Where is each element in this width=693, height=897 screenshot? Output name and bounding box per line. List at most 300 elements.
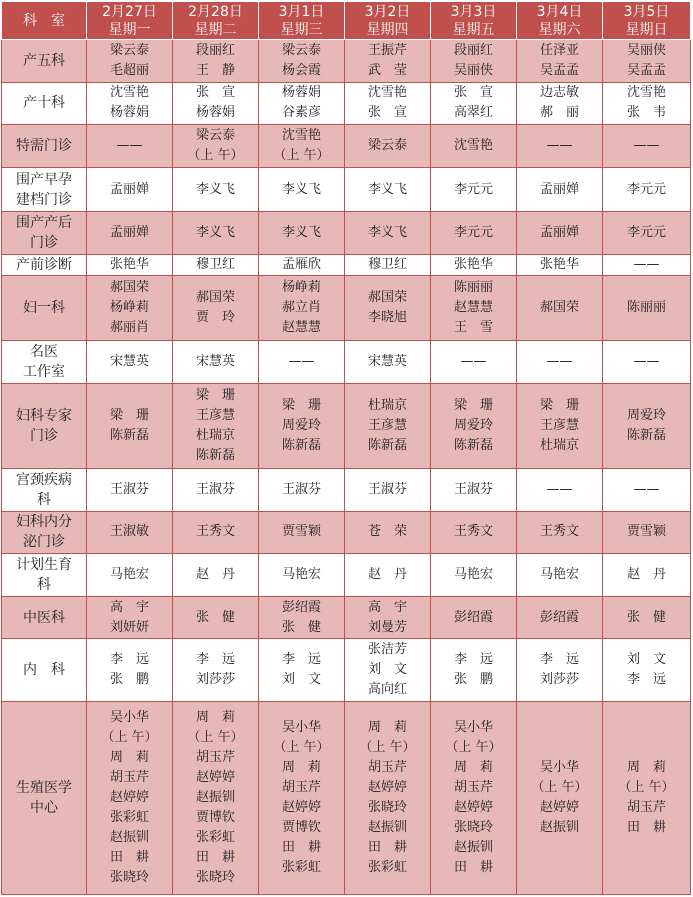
cell-line: 李 远 [195, 652, 235, 668]
cell-line: 李义飞 [367, 181, 407, 197]
cell-line: 沈雪艳 [281, 127, 321, 143]
cell-line: 张洁芳 [367, 642, 407, 658]
duty-cell [517, 125, 603, 168]
cell-line: 赵婷婷 [109, 790, 149, 806]
cell-line: 武 莹 [367, 62, 407, 78]
cell-line: 梁 珊 [281, 397, 321, 413]
cell-line: 孟雁欣 [281, 257, 321, 273]
schedule-row [2, 596, 691, 639]
cell-line: （上 午） [445, 740, 502, 756]
duty-cell [603, 125, 691, 168]
cell-line: 赵 丹 [195, 566, 235, 582]
cell-line: 梁 珊 [109, 407, 149, 423]
duty-cell [173, 40, 259, 83]
duty-cell [87, 255, 173, 276]
cell-line: 孟丽婵 [109, 181, 149, 197]
duty-cell [173, 82, 259, 125]
cell-line: 吴丽侠 [626, 42, 666, 58]
cell-line: 王淑敏 [109, 524, 149, 540]
cell-line: （上 午） [187, 730, 244, 746]
cell-line: 赵婷婷 [453, 800, 493, 816]
duty-cell [431, 596, 517, 639]
day-column-header [345, 2, 431, 40]
cell-line: 张 宣 [367, 105, 407, 121]
schedule-row [2, 702, 691, 895]
cell-line: 田 耕 [367, 840, 407, 856]
cell-line: 王彦慧 [367, 417, 407, 433]
cell-line: 赵婷婷 [195, 770, 235, 786]
cell-line: 李义飞 [195, 225, 235, 241]
duty-cell [345, 276, 431, 341]
cell-line: 名医 [30, 344, 58, 360]
duty-cell [345, 596, 431, 639]
cell-line: 吴小华 [453, 720, 493, 736]
cell-line: 张艳华 [109, 257, 149, 273]
duty-cell [517, 82, 603, 125]
cell-line: 赵婷婷 [539, 800, 579, 816]
duty-cell [259, 40, 345, 83]
cell-line: 张晓玲 [195, 870, 235, 886]
cell-line: 张彩虹 [109, 810, 149, 826]
schedule-row [2, 125, 691, 168]
duty-cell [603, 167, 691, 212]
duty-cell [517, 40, 603, 83]
duty-cell [173, 255, 259, 276]
duty-cell [259, 125, 345, 168]
cell-line: 穆卫红 [367, 257, 407, 273]
cell-line: 生殖医学 [16, 780, 72, 797]
duty-schedule-table [1, 1, 691, 895]
duty-cell [173, 596, 259, 639]
duty-cell [173, 383, 259, 468]
cell-line: 周爱玲 [626, 407, 666, 423]
cell-line: 王 雪 [453, 320, 493, 336]
duty-cell [603, 596, 691, 639]
cell-line: 产十科 [23, 95, 65, 112]
cell-line: 郝丽肖 [109, 320, 149, 336]
schedule-row [2, 40, 691, 83]
duty-cell [603, 40, 691, 83]
cell-line: 吴孟孟 [539, 62, 579, 78]
department-name [2, 40, 87, 83]
cell-line: 赵婷婷 [281, 800, 321, 816]
schedule-row [2, 554, 691, 597]
duty-cell [259, 596, 345, 639]
department-name [2, 341, 87, 384]
cell-line: 贾 玲 [195, 310, 235, 326]
cell-line: 王秀文 [539, 524, 579, 540]
cell-line: 妇科内分 [16, 514, 72, 531]
duty-cell [603, 276, 691, 341]
cell-line: 建档门诊 [16, 191, 72, 208]
cell-line: 马艳宏 [109, 566, 149, 582]
cell-line: 张彩虹 [195, 830, 235, 846]
cell-line: 孟丽婵 [539, 181, 579, 197]
cell-line: 李元元 [626, 181, 666, 197]
duty-cell [517, 212, 603, 255]
cell-line: 李义飞 [195, 181, 235, 197]
duty-cell [259, 341, 345, 384]
duty-cell [345, 212, 431, 255]
duty-cell [345, 125, 431, 168]
cell-line: 刘莎莎 [195, 672, 235, 688]
duty-cell [345, 639, 431, 702]
duty-cell [345, 383, 431, 468]
cell-line: 陈新磊 [367, 437, 407, 453]
cell-line: 杜瑞京 [195, 427, 235, 443]
schedule-row [2, 167, 691, 212]
cell-line: 胡玉芹 [109, 770, 149, 786]
cell-line: 郝国荣 [109, 280, 149, 296]
cell-line: 产前诊断 [16, 257, 72, 274]
duty-cell [517, 639, 603, 702]
department-name [2, 596, 87, 639]
day-column-header [517, 2, 603, 40]
cell-line: 科 [37, 491, 51, 508]
day-weekday: 星期一 [108, 21, 151, 38]
duty-cell [173, 341, 259, 384]
cell-line: 杨会霞 [281, 62, 321, 78]
duty-cell [87, 468, 173, 511]
cell-line: 郝国荣 [195, 290, 235, 306]
cell-line: 工作室 [23, 364, 65, 380]
day-date: 3月3日 [450, 3, 497, 20]
cell-line: 苍 荣 [367, 524, 407, 540]
cell-line: 谷素彦 [281, 105, 321, 121]
cell-line: 张 鹏 [453, 672, 493, 688]
day-weekday: 星期六 [538, 21, 581, 38]
department-name [2, 511, 87, 554]
duty-cell [431, 554, 517, 597]
cell-line: 段丽红 [453, 42, 493, 58]
cell-line: 梁云泰 [281, 42, 321, 58]
duty-cell [87, 125, 173, 168]
day-weekday: 星期五 [452, 21, 495, 38]
cell-line: 梁云泰 [109, 42, 149, 58]
duty-cell [431, 702, 517, 895]
cell-line: 孟丽婵 [109, 225, 149, 241]
cell-line: 张彩虹 [281, 860, 321, 876]
day-date: 3月1日 [278, 3, 325, 20]
cell-line: 刘 文 [626, 652, 666, 668]
duty-cell [173, 639, 259, 702]
cell-line: 田 耕 [281, 840, 321, 856]
cell-line: 科 [37, 576, 51, 593]
cell-line: 梁 珊 [453, 397, 493, 413]
cell-line: 张晓玲 [367, 800, 407, 816]
schedule-row [2, 255, 691, 276]
cell-line: （上 午） [273, 147, 330, 163]
cell-line: 梁云泰 [367, 137, 407, 153]
cell-line: 彭绍霞 [453, 609, 493, 625]
duty-cell [173, 125, 259, 168]
duty-cell [259, 554, 345, 597]
cell-line: 赵振钏 [109, 830, 149, 846]
duty-cell [431, 255, 517, 276]
day-column-header [259, 2, 345, 40]
department-name [2, 82, 87, 125]
schedule-row [2, 468, 691, 511]
cell-line: 刘莎莎 [539, 672, 579, 688]
cell-line: 李义飞 [367, 225, 407, 241]
duty-cell [173, 468, 259, 511]
cell-line: 内 科 [23, 662, 65, 679]
duty-cell [517, 276, 603, 341]
duty-cell [87, 596, 173, 639]
cell-line: 李 远 [539, 652, 579, 668]
day-column-header [431, 2, 517, 40]
cell-line: 王秀文 [453, 524, 493, 540]
cell-line: 边志敏 [539, 85, 579, 101]
cell-line: 赵慧慧 [281, 320, 321, 336]
cell-line: 田 耕 [626, 820, 666, 836]
cell-line: —— [288, 354, 315, 369]
cell-line: —— [546, 137, 573, 153]
duty-cell [345, 40, 431, 83]
cell-line: 陈新磊 [626, 427, 666, 443]
cell-line: 沈雪艳 [109, 85, 149, 101]
cell-line: 宋慧英 [195, 354, 235, 369]
day-column-header [173, 2, 259, 40]
duty-cell [517, 596, 603, 639]
cell-line: 赵 丹 [626, 566, 666, 582]
cell-line: 李 远 [281, 652, 321, 668]
duty-cell [603, 702, 691, 895]
header-row [2, 2, 691, 40]
cell-line: 杨蓉娟 [281, 85, 321, 101]
cell-line: 计划生育 [16, 556, 72, 573]
cell-line: 周 莉 [367, 720, 407, 736]
cell-line: 胡玉芹 [367, 760, 407, 776]
cell-line: 王彦慧 [195, 407, 235, 423]
cell-line: 刘曼芳 [367, 619, 407, 635]
cell-line: 高向红 [367, 682, 407, 698]
cell-line: 沈雪艳 [626, 85, 666, 101]
cell-line: 张艳华 [453, 257, 493, 273]
cell-line: 沈雪艳 [367, 85, 407, 101]
cell-line: 王淑芬 [281, 481, 321, 497]
cell-line: 赵振钏 [453, 840, 493, 856]
duty-cell [87, 511, 173, 554]
duty-cell [431, 276, 517, 341]
cell-line: 门诊 [30, 427, 58, 444]
cell-line: 梁 珊 [195, 387, 235, 403]
cell-line: 赵振钏 [367, 820, 407, 836]
duty-cell [603, 212, 691, 255]
schedule-row [2, 276, 691, 341]
department-name [2, 276, 87, 341]
cell-line: 张彩虹 [367, 860, 407, 876]
cell-line: 梁 珊 [539, 397, 579, 413]
cell-line: 马艳宏 [539, 566, 579, 582]
cell-line: 陈新磊 [109, 427, 149, 443]
cell-line: 胡玉芹 [626, 800, 666, 816]
duty-cell [259, 383, 345, 468]
duty-cell [603, 341, 691, 384]
day-date: 3月5日 [623, 3, 670, 20]
cell-line: 刘 文 [367, 662, 407, 678]
cell-line: 刘 文 [281, 672, 321, 688]
duty-cell [173, 554, 259, 597]
dept-column-header: 科 室 [2, 2, 87, 40]
cell-line: 高 宇 [367, 599, 407, 615]
cell-line: —— [460, 354, 487, 369]
cell-line: 李元元 [626, 225, 666, 241]
cell-line: 田 耕 [453, 860, 493, 876]
cell-line: 周 莉 [453, 760, 493, 776]
cell-line: —— [633, 137, 660, 153]
duty-cell [87, 276, 173, 341]
department-name [2, 212, 87, 255]
duty-cell [173, 702, 259, 895]
duty-cell [603, 468, 691, 511]
cell-line: 毛超丽 [109, 62, 149, 78]
cell-line: 陈丽丽 [626, 300, 666, 316]
cell-line: 张 健 [626, 609, 666, 625]
duty-cell [431, 341, 517, 384]
cell-line: 李元元 [453, 181, 493, 197]
duty-cell [173, 511, 259, 554]
cell-line: 王彦慧 [539, 417, 579, 433]
cell-line: 田 耕 [195, 850, 235, 866]
duty-cell [517, 511, 603, 554]
duty-cell [173, 212, 259, 255]
duty-cell [345, 82, 431, 125]
duty-cell [259, 212, 345, 255]
cell-line: 赵婷婷 [367, 780, 407, 796]
cell-line: 门诊 [30, 235, 58, 252]
duty-cell [517, 255, 603, 276]
schedule-body [2, 40, 691, 895]
cell-line: 宫颈疾病 [16, 471, 72, 488]
duty-cell [87, 341, 173, 384]
duty-cell [603, 639, 691, 702]
cell-line: 胡玉芹 [195, 750, 235, 766]
duty-cell [603, 255, 691, 276]
cell-line: 梁云泰 [195, 127, 235, 143]
cell-line: 李义飞 [281, 181, 321, 197]
cell-line: 张 宣 [195, 85, 235, 101]
cell-line: 宋慧英 [367, 354, 407, 369]
cell-line: 赵 丹 [367, 566, 407, 582]
cell-line: 周 莉 [195, 710, 235, 726]
cell-line: 贾雪颖 [626, 524, 666, 540]
duty-cell [87, 40, 173, 83]
cell-line: 陈丽丽 [453, 280, 493, 296]
duty-cell [345, 255, 431, 276]
cell-line: —— [546, 481, 573, 497]
cell-line: 胡玉芹 [453, 780, 493, 796]
duty-cell [259, 702, 345, 895]
cell-line: 王振芹 [367, 42, 407, 58]
department-name [2, 639, 87, 702]
cell-line: 妇科专家 [16, 407, 72, 424]
cell-line: 贾雪颖 [281, 524, 321, 540]
cell-line: 孟丽婵 [539, 225, 579, 241]
cell-line: 赵振钏 [195, 790, 235, 806]
duty-cell [87, 82, 173, 125]
cell-line: 任泽亚 [539, 42, 579, 58]
day-column-header [603, 2, 691, 40]
cell-line: 宋慧英 [109, 354, 149, 369]
day-weekday: 星期二 [194, 21, 237, 38]
cell-line: 李 远 [453, 652, 493, 668]
duty-cell [345, 341, 431, 384]
cell-line: 张晓玲 [453, 820, 493, 836]
duty-cell [173, 276, 259, 341]
schedule-row [2, 212, 691, 255]
cell-line: 张 鹏 [109, 672, 149, 688]
cell-line: 周 莉 [626, 760, 666, 776]
duty-cell [431, 383, 517, 468]
duty-cell [259, 639, 345, 702]
cell-line: 吴小华 [109, 710, 149, 726]
cell-line: —— [633, 257, 660, 273]
cell-line: 周 莉 [109, 750, 149, 766]
duty-cell [431, 82, 517, 125]
cell-line: 李义飞 [281, 225, 321, 241]
cell-line: 杨峥莉 [109, 300, 149, 316]
duty-cell [259, 167, 345, 212]
cell-line: 吴丽侠 [453, 62, 493, 78]
cell-line: 产五科 [23, 52, 65, 69]
cell-line: 李 远 [109, 652, 149, 668]
duty-cell [173, 167, 259, 212]
duty-cell [259, 255, 345, 276]
cell-line: 王 静 [195, 62, 235, 78]
cell-line: 刘妍妍 [109, 619, 149, 635]
day-date: 2月28日 [188, 3, 243, 20]
cell-line: 郝 丽 [539, 105, 579, 121]
cell-line: 吴小华 [281, 720, 321, 736]
cell-line: 张 健 [281, 619, 321, 635]
cell-line: 陈新磊 [453, 437, 493, 453]
day-date: 2月27日 [102, 3, 157, 20]
cell-line: 张 韦 [626, 105, 666, 121]
cell-line: （上 午） [618, 780, 675, 796]
cell-line: 围产早孕 [16, 171, 72, 188]
duty-cell [345, 702, 431, 895]
schedule-row [2, 341, 691, 384]
duty-cell [431, 639, 517, 702]
duty-cell [517, 702, 603, 895]
cell-line: —— [633, 354, 660, 369]
duty-cell [517, 468, 603, 511]
cell-line: （上 午） [531, 780, 588, 796]
duty-cell [259, 468, 345, 511]
cell-line: 赵振钏 [539, 820, 579, 836]
cell-line: 田 耕 [109, 850, 149, 866]
cell-line: （上 午） [187, 147, 244, 163]
cell-line: 彭绍霞 [539, 609, 579, 625]
cell-line: 王淑芬 [453, 481, 493, 497]
department-name [2, 167, 87, 212]
cell-line: 陈新磊 [195, 447, 235, 463]
cell-line: 赵慧慧 [453, 300, 493, 316]
duty-cell [603, 383, 691, 468]
duty-cell [87, 212, 173, 255]
cell-line: 杨峥莉 [281, 280, 321, 296]
cell-line: 彭绍霞 [281, 599, 321, 615]
duty-cell [87, 383, 173, 468]
cell-line: 沈雪艳 [453, 137, 493, 153]
cell-line: 高 宇 [109, 599, 149, 615]
duty-cell [517, 383, 603, 468]
cell-line: 王淑芬 [109, 481, 149, 497]
cell-line: 杨蓉娟 [109, 105, 149, 121]
duty-cell [87, 554, 173, 597]
cell-line: 高翠红 [453, 105, 493, 121]
